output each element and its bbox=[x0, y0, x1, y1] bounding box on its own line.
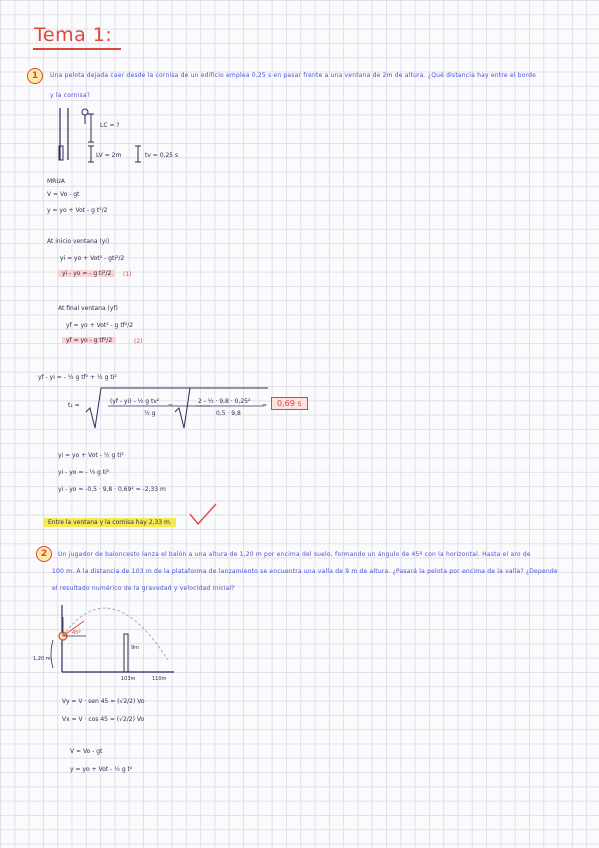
problem-2-equation-velocity: V = Vo - gt bbox=[70, 748, 103, 755]
diagram-distance-1-label: 103m bbox=[121, 676, 136, 682]
equation-position: y = yo + Vot - g t²/2 bbox=[47, 207, 108, 214]
equation-vy: Vy = V · sen 45 = (√2/2) Vo bbox=[62, 698, 145, 705]
time-equals-1: = bbox=[168, 402, 174, 409]
time-equals-2: = bbox=[262, 402, 268, 409]
calc-line-2: yi - yo = - ½ g ti² bbox=[58, 469, 110, 476]
inicio-equation-1: yi = yo + Vot² - gti²/2 bbox=[60, 255, 125, 262]
diagram-tv-label: tv = 0,25 s bbox=[145, 152, 179, 159]
problem-2-statement-line-3: el resultado numérico de la gravedad y velocidad inicial? bbox=[52, 585, 235, 592]
diagram-angle-label: 45º bbox=[72, 630, 81, 636]
calc-line-3: yi - yo = -0,5 · 9,8 · 0,69² = -2,33 m bbox=[58, 486, 166, 493]
problem-2-equation-position: y = yo + Vot - ½ g t² bbox=[70, 766, 133, 773]
diagram-wall-height-label: 9m bbox=[131, 645, 140, 651]
page-title: Tema 1: bbox=[34, 24, 113, 46]
calc-line-1: yi = yo + Vot - ½ g ti² bbox=[58, 452, 124, 459]
problem-1-statement-line-1: Una pelota dejada caer desde la cornisa de un edificio emplea 0,25 s en pasar frente a una ventana de 2m de altura. ¿Qué distancia hay entre el borde bbox=[50, 72, 537, 79]
problem-1-number-badge: 1 bbox=[27, 68, 43, 84]
difference-equation: yf - yi = - ½ g tf² + ½ g ti² bbox=[38, 374, 117, 381]
equation-velocity: V = Vo - gt bbox=[47, 191, 80, 198]
final-ventana-label: At final ventana (yf) bbox=[58, 305, 118, 312]
time-fraction-numerator: (yf - yi) - ½ g tv² bbox=[110, 398, 160, 405]
inicio-equation-tag: (1) bbox=[123, 271, 132, 278]
diagram-lc-label: LC = ? bbox=[100, 122, 120, 129]
final-equation-1: yf = yo + Vot² - g tf²/2 bbox=[66, 322, 134, 329]
inicio-ventana-label: At inicio ventana (yi) bbox=[47, 238, 110, 245]
problem-2-statement-line-2: 100 m. A la distancia de 103 m de la plataforma de lanzamiento se encuentra una valla de 9 m de altura. ¿Pasará la pelota por encima de la valla? ¿Depende bbox=[52, 568, 558, 575]
time-fraction2-denominator: 0,5 · 9,8 bbox=[216, 410, 241, 417]
problem-1-statement-line-2: y la cornisa? bbox=[50, 92, 91, 99]
problem-2-statement-line-1: Un jugador de baloncesto lanza el balón a una altura de 1,20 m por encima del suelo, formando un ángulo de 45º con la horizontal. Hasta el aro de bbox=[58, 551, 531, 558]
time-fraction2-numerator: 2 - ½ · 9,8 · 0,25² bbox=[198, 398, 251, 405]
problem-1-answer: Entre la ventana y la cornisa hay 2,33 m. bbox=[44, 518, 176, 527]
inicio-equation-2: yi - yo = - g ti²/2 bbox=[58, 270, 115, 277]
diagram-height-label: 1,20 m bbox=[33, 656, 51, 662]
time-result-box: 0,69 s bbox=[271, 397, 308, 410]
time-fraction-denominator: ½ g bbox=[144, 410, 156, 417]
mrua-label: MRUA bbox=[47, 178, 65, 185]
time-equation-left: t₁ = bbox=[68, 402, 80, 409]
diagram-lv-label: LV = 2m bbox=[96, 152, 122, 159]
diagram-distance-2-label: 110m bbox=[152, 676, 167, 682]
final-equation-2: yf = yo - g tf²/2 bbox=[62, 337, 116, 344]
problem-2-number-badge: 2 bbox=[36, 546, 52, 562]
equation-vx: Vx = V · cos 45 = (√2/2) Vo bbox=[62, 716, 145, 723]
final-equation-tag: (2) bbox=[134, 338, 143, 345]
